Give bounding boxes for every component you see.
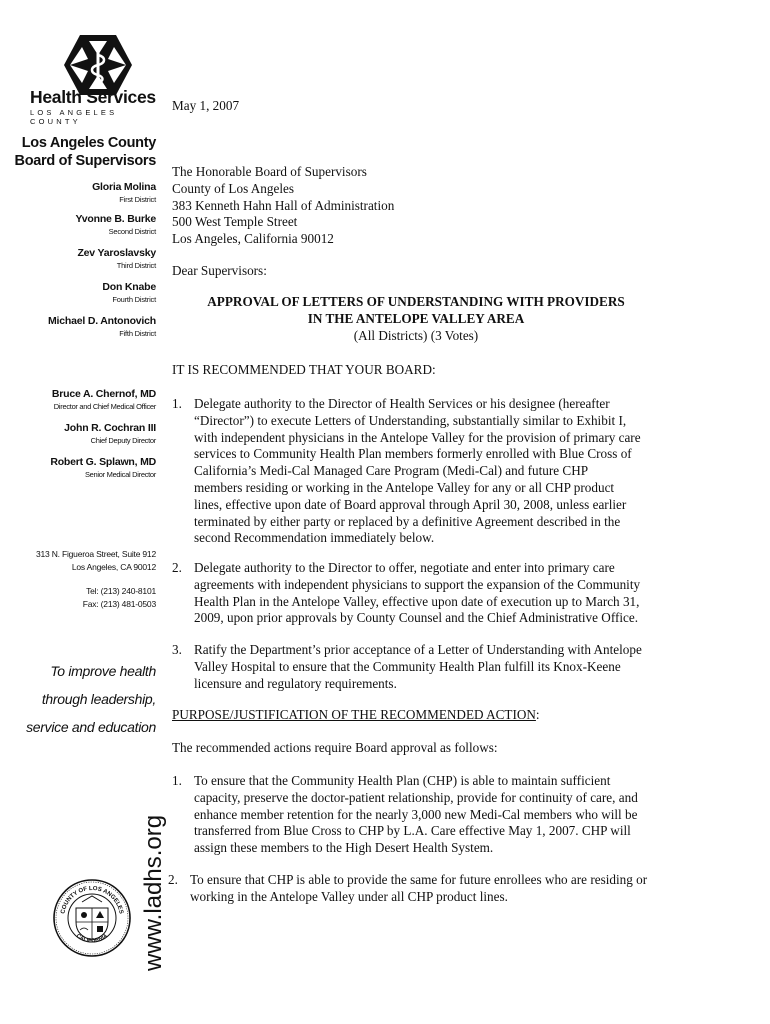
staff-name: Robert G. Splawn, MD — [50, 456, 156, 468]
board-member — [102, 281, 156, 305]
text-line: capacity, preserve the doctor-patient relationship, provide for continuity of care, and — [194, 789, 638, 805]
motto — [26, 657, 156, 741]
text-line: To ensure that CHP is able to provide the same for future enrollees who are residing or — [190, 872, 648, 887]
member-district: Fourth District — [112, 295, 156, 304]
recommend-heading: IT IS RECOMMENDED THAT YOUR BOARD: — [172, 362, 436, 377]
recipient-line: Los Angeles, California 90012 — [172, 231, 334, 247]
purpose-heading-text: PURPOSE/JUSTIFICATION OF THE RECOMMENDED ACTION — [172, 707, 536, 722]
reason-item — [168, 872, 672, 906]
salutation: Dear Supervisors: — [172, 263, 267, 278]
item-number: 2. — [172, 560, 182, 575]
recipient-line: 500 West Temple Street — [172, 214, 298, 230]
member-district: Fifth District — [119, 329, 156, 338]
telephone: Tel: (213) 240-8101 — [86, 586, 156, 596]
letter-date: May 1, 2007 — [172, 98, 240, 113]
purpose-heading — [172, 707, 540, 724]
motto-line1: To improve health — [50, 663, 156, 679]
fax: Fax: (213) 481-0503 — [82, 599, 156, 609]
member-name: Don Knabe — [102, 281, 156, 293]
member-name: Zev Yaroslavsky — [77, 247, 156, 259]
motto-line2: through leadership, — [41, 691, 156, 707]
text-line: enhance member retention for the nearly 3,000 new Medi-Cal members who will be — [194, 806, 638, 822]
text-line: Valley Hospital to ensure that the Community Health Plan fulfill its Knox-Keene — [194, 658, 621, 674]
board-member — [76, 213, 156, 237]
website-url — [137, 775, 167, 975]
approval-intro: The recommended actions require Board approval as follows: — [172, 740, 498, 755]
text-line: second Recommendation immediately below. — [194, 530, 435, 546]
item-number: 1. — [172, 773, 182, 788]
text-line: lines, effective upon date of Board approval through April 30, 2008, unless earlier — [194, 496, 627, 512]
text-line: Delegate authority to the Director to offer, negotiate and enter into primary care — [194, 560, 615, 575]
recipient-line: County of Los Angeles — [172, 180, 294, 196]
board-title-line2: Board of Supervisors — [14, 153, 156, 169]
reason-item — [172, 773, 670, 857]
staff-name: Bruce A. Chernof, MD — [51, 388, 156, 400]
text-line: agreements with independent physicians to support the expansion of the Community — [194, 576, 641, 592]
website-text: www.ladhs.org — [140, 814, 167, 971]
recipient-line: The Honorable Board of Supervisors — [172, 164, 367, 179]
member-name: Michael D. Antonovich — [47, 315, 156, 327]
seal-text-bottom: CALIFORNIA — [75, 933, 109, 945]
address-line2: Los Angeles, CA 90012 — [71, 562, 156, 572]
staff-member — [50, 456, 156, 480]
address-line1: 313 N. Figueroa Street, Suite 912 — [35, 549, 156, 559]
staff-title: Director and Chief Medical Officer — [53, 402, 156, 411]
text-line: working in the Antelope Valley under all CHP product lines. — [190, 888, 508, 904]
recipient-address — [172, 164, 394, 248]
text-line: Health Plan in the Antelope Valley, effective upon date of execution up to March 31, — [194, 593, 640, 609]
staff-title: Senior Medical Director — [84, 470, 156, 479]
staff-name: John R. Cochran III — [64, 422, 156, 434]
subject-block — [172, 294, 660, 344]
recipient-line: 383 Kenneth Hahn Hall of Administration — [172, 197, 395, 213]
board-title — [15, 134, 156, 170]
item-number: 2. — [168, 872, 178, 887]
county-seal-icon — [52, 878, 132, 958]
staff-member — [64, 422, 156, 446]
subject-line2: IN THE ANTELOPE VALLEY AREA — [307, 310, 525, 326]
text-line: licensure and regulatory requirements. — [194, 675, 397, 691]
staff-member — [52, 388, 156, 412]
member-district: Second District — [108, 227, 156, 236]
member-name: Gloria Molina — [92, 181, 156, 193]
text-line: California’s Medi-Cal Managed Care Program (Medi-Cal) and future CHP — [194, 463, 589, 479]
text-line: transferred from Blue Cross to CHP by L.A. Care effective May 1, 2007. CHP will — [194, 823, 631, 839]
staff-title: Chief Deputy Director — [90, 436, 156, 445]
purpose-heading-colon: : — [535, 707, 540, 722]
member-name: Yvonne B. Burke — [75, 213, 156, 225]
org-name: Health Services — [30, 87, 156, 107]
seal-text-top: COUNTY OF LOS ANGELES — [60, 885, 124, 915]
text-line: Delegate authority to the Director of Health Services or his designee (hereafter — [194, 396, 610, 411]
recommendation-item — [172, 396, 670, 547]
subject-line1: APPROVAL OF LETTERS OF UNDERSTANDING WITH PROVIDERS — [207, 294, 625, 309]
board-title-line1: Los Angeles County — [21, 135, 156, 151]
text-line: members residing or working in the Antelope Valley for any or all CHP product — [194, 479, 615, 495]
text-line: 2009, upon prior approvals by County Counsel and the Chief Administrative Office. — [194, 610, 639, 626]
motto-line3: service and education — [26, 719, 156, 735]
text-line: To ensure that the Community Health Plan (CHP) is able to maintain sufficient — [194, 773, 611, 788]
member-district: First District — [119, 195, 156, 204]
text-line: Ratify the Department’s prior acceptance of a Letter of Understanding with Antelope — [194, 642, 642, 657]
text-line: “Director”) to execute Letters of Understanding, substantially similar to Exhibit I, — [194, 412, 627, 428]
text-line: assign these members to the High Desert Health System. — [194, 840, 494, 856]
subject-votes: (All Districts) (3 Votes) — [353, 327, 479, 343]
text-line: with independent physicians in the Antelope Valley for the provision of primary care — [194, 429, 641, 445]
member-district: Third District — [116, 261, 156, 270]
office-address — [36, 548, 156, 574]
item-text — [190, 872, 672, 906]
office-phones — [83, 585, 156, 611]
item-number: 1. — [172, 396, 182, 411]
recommendation-item — [172, 642, 670, 692]
board-member — [48, 315, 156, 339]
board-member — [77, 247, 156, 271]
item-text — [194, 642, 670, 692]
text-line: terminated by either party or replaced by a definitive Agreement described in the — [194, 513, 621, 529]
recommendation-item — [172, 560, 670, 627]
item-text — [194, 773, 670, 857]
item-text — [194, 396, 670, 547]
org-subtitle: LOS ANGELES COUNTY — [30, 108, 118, 126]
board-member — [92, 181, 156, 205]
item-text — [194, 560, 670, 627]
item-number: 3. — [172, 642, 182, 657]
text-line: services to Community Health Plan members formerly enrolled with Blue Cross of — [194, 446, 632, 462]
